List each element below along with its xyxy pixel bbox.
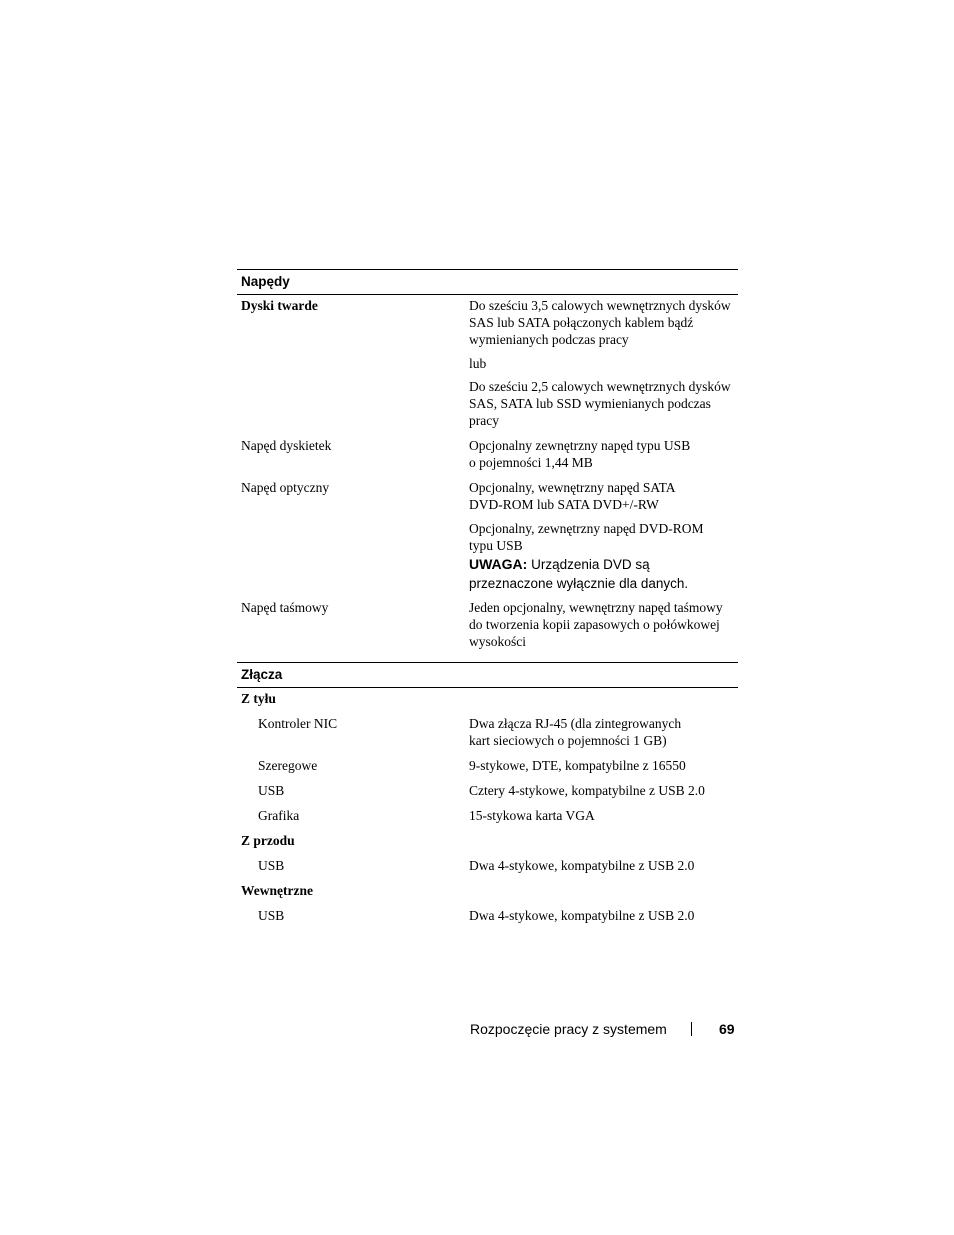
front-label: Z przodu <box>241 833 295 848</box>
value-line: Dwa złącza RJ-45 (dla zintegrowanych <box>469 716 682 731</box>
front-usb-label: USB <box>258 858 285 873</box>
floppy-label: Napęd dyskietek <box>241 438 332 453</box>
nic-label: Kontroler NIC <box>258 716 338 731</box>
back-label: Z tyłu <box>241 691 276 706</box>
value-line: pracy <box>469 413 499 428</box>
tape-value <box>469 599 737 650</box>
value-line: Jeden opcjonalny, wewnętrzny napęd taśmowy <box>469 600 723 615</box>
value-line: Do sześciu 2,5 calowych wewnętrznych dysków <box>469 379 731 394</box>
hard-drives-value-a <box>469 297 737 348</box>
value-line: typu USB <box>469 538 523 553</box>
connectors-header: Złącza <box>237 662 738 688</box>
back-usb-label: USB <box>258 783 285 798</box>
value-line: wysokości <box>469 634 526 649</box>
hard-drives-or: lub <box>469 356 487 371</box>
value-line: Do sześciu 3,5 calowych wewnętrznych dysków <box>469 298 731 313</box>
value-line: Opcjonalny, zewnętrzny napęd DVD-ROM <box>469 521 704 536</box>
tape-label: Napęd taśmowy <box>241 600 329 615</box>
page-number: 69 <box>719 1021 735 1037</box>
value-line: SAS lub SATA połączonych kablem bądź <box>469 315 694 330</box>
page-footer <box>470 1019 738 1039</box>
floppy-value <box>469 437 737 471</box>
internal-usb-value: Dwa 4-stykowe, kompatybilne z USB 2.0 <box>469 908 695 923</box>
internal-label: Wewnętrzne <box>241 883 313 898</box>
value-line: kart sieciowych o pojemności 1 GB) <box>469 733 667 748</box>
footer-title: Rozpoczęcie pracy z systemem <box>470 1021 667 1037</box>
value-line: wymienianych podczas pracy <box>469 332 629 347</box>
video-label: Grafika <box>258 808 300 823</box>
optical-label: Napęd optyczny <box>241 480 330 495</box>
value-line: Opcjonalny zewnętrzny napęd typu USB <box>469 438 691 453</box>
value-line: SAS, SATA lub SSD wymienianych podczas <box>469 396 711 411</box>
note-label: UWAGA: <box>469 556 528 572</box>
internal-usb-label: USB <box>258 908 285 923</box>
value-line: DVD-ROM lub SATA DVD+/-RW <box>469 497 659 512</box>
connectors-section <box>237 662 738 688</box>
value-line: Opcjonalny, wewnętrzny napęd SATA <box>469 480 676 495</box>
optical-note <box>469 555 737 593</box>
optical-value-a <box>469 479 737 513</box>
video-value: 15-stykowa karta VGA <box>469 808 595 823</box>
hard-drives-label: Dyski twarde <box>241 298 318 313</box>
front-usb-value: Dwa 4-stykowe, kompatybilne z USB 2.0 <box>469 858 695 873</box>
footer-separator <box>691 1022 692 1036</box>
nic-value <box>469 715 737 749</box>
value-line: o pojemności 1,44 MB <box>469 455 593 470</box>
optical-value-b <box>469 520 737 554</box>
back-usb-value: Cztery 4-stykowe, kompatybilne z USB 2.0 <box>469 783 705 798</box>
hard-drives-value-b <box>469 378 737 429</box>
serial-label: Szeregowe <box>258 758 318 773</box>
note-text: przeznaczone wyłącznie dla danych. <box>469 576 689 591</box>
drives-header: Napędy <box>237 269 738 295</box>
serial-value: 9-stykowe, DTE, kompatybilne z 16550 <box>469 758 686 773</box>
note-text: Urządzenia DVD są <box>527 557 650 572</box>
drives-section <box>237 269 738 295</box>
value-line: do tworzenia kopii zapasowych o połówkowej <box>469 617 720 632</box>
